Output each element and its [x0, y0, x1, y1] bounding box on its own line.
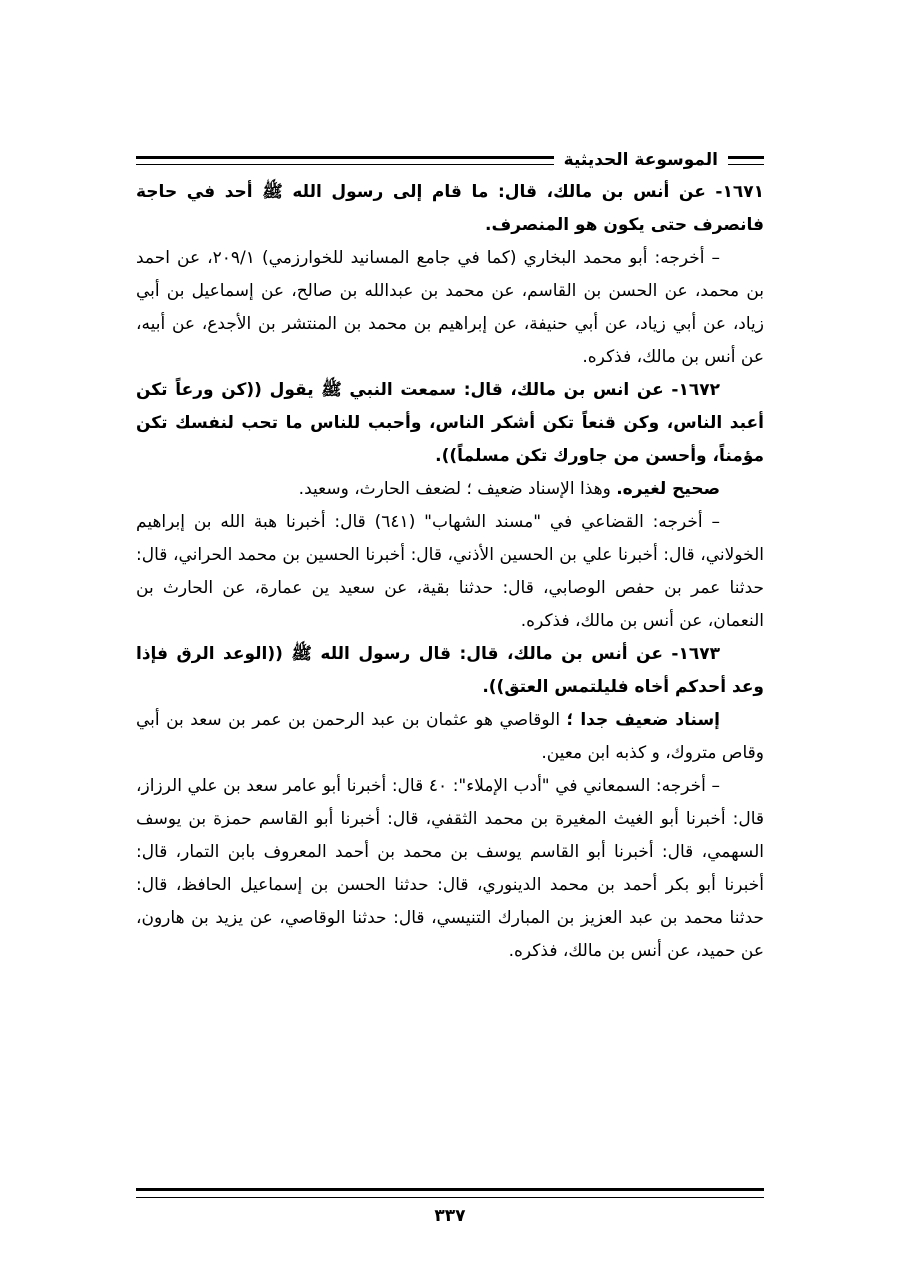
page-number: ٣٣٧ [434, 1206, 466, 1226]
running-header [136, 146, 764, 174]
hadith-1673-text: ١٦٧٣- عن أنس بن مالك، قال: قال رسول الله ﷺ ((الوعد الرق فإذا وعد أحدكم أخاه فليلتمس العتق)). [136, 644, 764, 697]
grade-1673-lead: إسناد ضعيف جدا ؛ [566, 710, 720, 730]
grade-1673 [136, 704, 764, 770]
grade-1673-note: الوقاصي هو عثمان بن عبد الرحمن بن عمر بن سعد بن أبي وقاص متروك، و كذبه ابن معين. [136, 710, 764, 763]
grade-1672-lead: صحيح لغيره. [616, 479, 720, 499]
grade-1672 [136, 473, 764, 506]
hadith-1672-text: ١٦٧٢- عن انس بن مالك، قال: سمعت النبي ﷺ يقول ((كن ورعاً تكن أعبد الناس، وكن قنعاً تكن أشكر الناس، وأحبب للناس ما تحب لنفسك تكن مؤمناً، وأحسن من جاورك تكن مسلماً)). [136, 380, 764, 466]
footer-rule [136, 1188, 764, 1198]
grade-1672-note: وهذا الإسناد ضعيف ؛ لضعف الحارث، وسعيد. [298, 479, 617, 499]
takhrij-1671: – أخرجه: أبو محمد البخاري (كما في جامع المسانيد للخوارزمي) ٢٠٩/١، عن احمد بن محمد، عن الحسن بن القاسم، عن محمد بن عبدالله بن صالح، عن إسماعيل بن أبي زياد، عن أبي زياد، عن أبي حنيفة، عن إبراهيم بن محمد بن المنتشر بن الأجدع، عن أبيه، عن أنس بن مالك، فذكره. [136, 248, 764, 367]
hadith-1671-text: ١٦٧١- عن أنس بن مالك، قال: ما قام إلى رسول الله ﷺ أحد في حاجة فانصرف حتى يكون هو المنصرف. [136, 182, 764, 235]
takhrij-1672: – أخرجه: القضاعي في "مسند الشهاب" (٦٤١) قال: أخبرنا هبة الله بن إبراهيم الخولاني، قال: أخبرنا علي بن الحسين الأذني، قال: أخبرنا الحسين بن محمد الحراني، قال: حدثنا عمر بن حفص الوصابي، قال: حدثنا بقية، عن سعيد ين عمارة، عن الحارث بن النعمان، عن أنس بن مالك، فذكره. [136, 512, 764, 631]
page-body [136, 176, 764, 968]
header-title: الموسوعة الحديثية [563, 150, 718, 170]
header-rule-right [728, 156, 764, 165]
takhrij-1673: – أخرجه: السمعاني في "أدب الإملاء": ٤٠ قال: أخبرنا أبو عامر سعد بن علي الرزاز، قال: أخبرنا أبو الغيث المغيرة بن محمد الثقفي، قال: أخبرنا أبو القاسم حمزة بن يوسف السهمي، قال: أخبرنا أبو القاسم يوسف بن محمد بن أحمد المعروف بابن التمار، قال: أخبرنا أبو بكر أحمد بن محمد الدينوري، قال: حدثنا الحسن بن إسماعيل الحافظ، قال: حدثنا محمد بن عبد العزيز بن المبارك التنيسي، قال: حدثنا الوقاصي، عن يزيد بن هارون، عن حميد، عن أنس بن مالك، فذكره. [136, 776, 764, 961]
header-rule-left [136, 156, 554, 165]
page [136, 136, 764, 1246]
